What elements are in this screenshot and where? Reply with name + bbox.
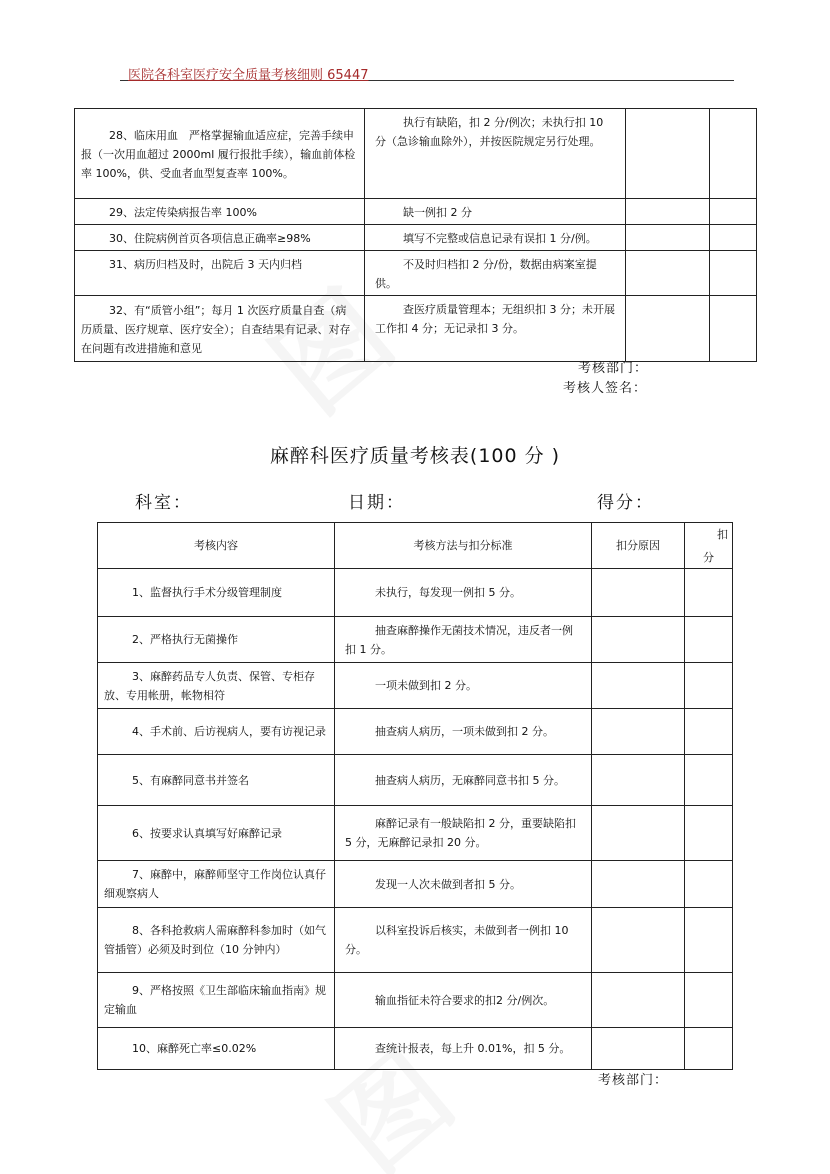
row-content: 5、有麻醉同意书并签名 [98, 755, 335, 806]
row-content: 3、麻醉药品专人负责、保管、专柜存放、专用帐册，帐物相符 [98, 663, 335, 709]
sign-person-label: 考核人签名： [563, 381, 648, 396]
row-deduct-cell[interactable] [710, 109, 757, 199]
row-reason-cell[interactable] [592, 806, 685, 861]
row-content: 9、严格按照《卫生部临床输血指南》规定输血 [98, 973, 335, 1028]
table-row [98, 569, 733, 617]
row-method: 查统计报表，每上升 0.01%，扣 5 分。 [335, 1028, 592, 1070]
row-content: 30、住院病例首页各项信息正确率≥98% [75, 225, 365, 251]
row-content: 8、各科抢救病人需麻醉科参加时（如气管插管）必须及时到位（10 分钟内） [98, 908, 335, 973]
row-deduct-cell[interactable] [685, 569, 733, 617]
row-reason-cell[interactable] [592, 569, 685, 617]
table-row [98, 755, 733, 806]
row-content: 1、监督执行手术分级管理制度 [98, 569, 335, 617]
table-row [98, 1028, 733, 1070]
row-deduct-cell[interactable] [685, 1028, 733, 1070]
row-content: 10、麻醉死亡率≤0.02% [98, 1028, 335, 1070]
row-reason-cell[interactable] [592, 973, 685, 1028]
row-method: 不及时归档扣 2 分/份，数据由病案室提供。 [365, 251, 626, 296]
row-reason-cell[interactable] [626, 251, 710, 296]
quality-table-continued [74, 108, 757, 362]
row-reason-cell[interactable] [592, 663, 685, 709]
document-header-title: 医院各科室医疗安全质量考核细则 65447 [128, 68, 369, 83]
page-title: 麻醉科医疗质量考核表(100 分 ) [269, 445, 561, 467]
table-row [98, 617, 733, 663]
header-reason: 扣分原因 [592, 523, 685, 569]
row-reason-cell[interactable] [626, 296, 710, 362]
row-deduct-cell[interactable] [685, 663, 733, 709]
table-row [75, 109, 757, 199]
row-method: 输血指征未符合要求的扣2 分/例次。 [335, 973, 592, 1028]
row-method: 发现一人次未做到者扣 5 分。 [335, 861, 592, 908]
document-header [120, 64, 734, 81]
row-deduct-cell[interactable] [710, 296, 757, 362]
row-content: 4、手术前、后访视病人，要有访视记录 [98, 709, 335, 755]
row-method: 未执行，每发现一例扣 5 分。 [335, 569, 592, 617]
row-method: 以科室投诉后核实，未做到者一例扣 10 分。 [335, 908, 592, 973]
header-deduct: 扣 分 [685, 523, 733, 569]
row-deduct-cell[interactable] [685, 908, 733, 973]
row-deduct-cell[interactable] [710, 251, 757, 296]
table-row [98, 709, 733, 755]
row-method: 填写不完整或信息记录有误扣 1 分/例。 [365, 225, 626, 251]
dept-label: 科室： [135, 493, 192, 513]
row-content: 31、病历归档及时，出院后 3 天内归档 [75, 251, 365, 296]
row-deduct-cell[interactable] [685, 709, 733, 755]
sign-department-label: 考核部门： [578, 361, 649, 376]
row-deduct-cell[interactable] [685, 806, 733, 861]
row-content: 28、临床用血 严格掌握输血适应症，完善手续申报（一次用血超过 2000ml 履行报批手续），输血前体检率 100%，供、受血者血型复查率 100%。 [75, 109, 365, 199]
row-method: 执行有缺陷，扣 2 分/例次；未执行扣 10 分（急诊输血除外），并按医院规定另行处理。 [365, 109, 626, 199]
row-method: 抽查病人病历，一项未做到扣 2 分。 [335, 709, 592, 755]
table-header-row [98, 523, 733, 569]
row-deduct-cell[interactable] [710, 199, 757, 225]
row-deduct-cell[interactable] [710, 225, 757, 251]
row-deduct-cell[interactable] [685, 617, 733, 663]
row-reason-cell[interactable] [592, 617, 685, 663]
table-row [75, 296, 757, 362]
row-reason-cell[interactable] [626, 109, 710, 199]
table-row [75, 199, 757, 225]
row-method: 抽查病人病历，无麻醉同意书扣 5 分。 [335, 755, 592, 806]
header-method: 考核方法与扣分标准 [335, 523, 592, 569]
row-reason-cell[interactable] [592, 755, 685, 806]
row-content: 2、严格执行无菌操作 [98, 617, 335, 663]
row-method: 麻醉记录有一般缺陷扣 2 分，重要缺陷扣 5 分，无麻醉记录扣 20 分。 [335, 806, 592, 861]
row-deduct-cell[interactable] [685, 861, 733, 908]
row-deduct-cell[interactable] [685, 755, 733, 806]
row-reason-cell[interactable] [592, 1028, 685, 1070]
row-reason-cell[interactable] [592, 908, 685, 973]
row-reason-cell[interactable] [626, 225, 710, 251]
anesthesia-quality-table [97, 522, 733, 1070]
table-row [75, 251, 757, 296]
row-reason-cell[interactable] [592, 861, 685, 908]
row-content: 29、法定传染病报告率 100% [75, 199, 365, 225]
row-method: 一项未做到扣 2 分。 [335, 663, 592, 709]
row-method: 查医疗质量管理本；无组织扣 3 分；未开展工作扣 4 分；无记录扣 3 分。 [365, 296, 626, 362]
row-content: 6、按要求认真填写好麻醉记录 [98, 806, 335, 861]
row-method: 抽查麻醉操作无菌技术情况，违反者一例扣 1 分。 [335, 617, 592, 663]
row-content: 7、麻醉中，麻醉师坚守工作岗位认真仔细观察病人 [98, 861, 335, 908]
table-row [98, 806, 733, 861]
row-reason-cell[interactable] [626, 199, 710, 225]
header-content: 考核内容 [98, 523, 335, 569]
table-row [98, 861, 733, 908]
sign-department-label-2: 考核部门： [598, 1073, 669, 1088]
table-row [98, 973, 733, 1028]
row-reason-cell[interactable] [592, 709, 685, 755]
table-row [98, 663, 733, 709]
table-row [98, 908, 733, 973]
row-content: 32、有“质管小组”；每月 1 次医疗质量自查（病历质量、医疗规章、医疗安全）；自查结果有记录、对存在问题有改进措施和意见 [75, 296, 365, 362]
table-row [75, 225, 757, 251]
score-label: 得分： [597, 493, 654, 513]
row-method: 缺一例扣 2 分 [365, 199, 626, 225]
row-deduct-cell[interactable] [685, 973, 733, 1028]
date-label: 日期： [348, 493, 405, 513]
